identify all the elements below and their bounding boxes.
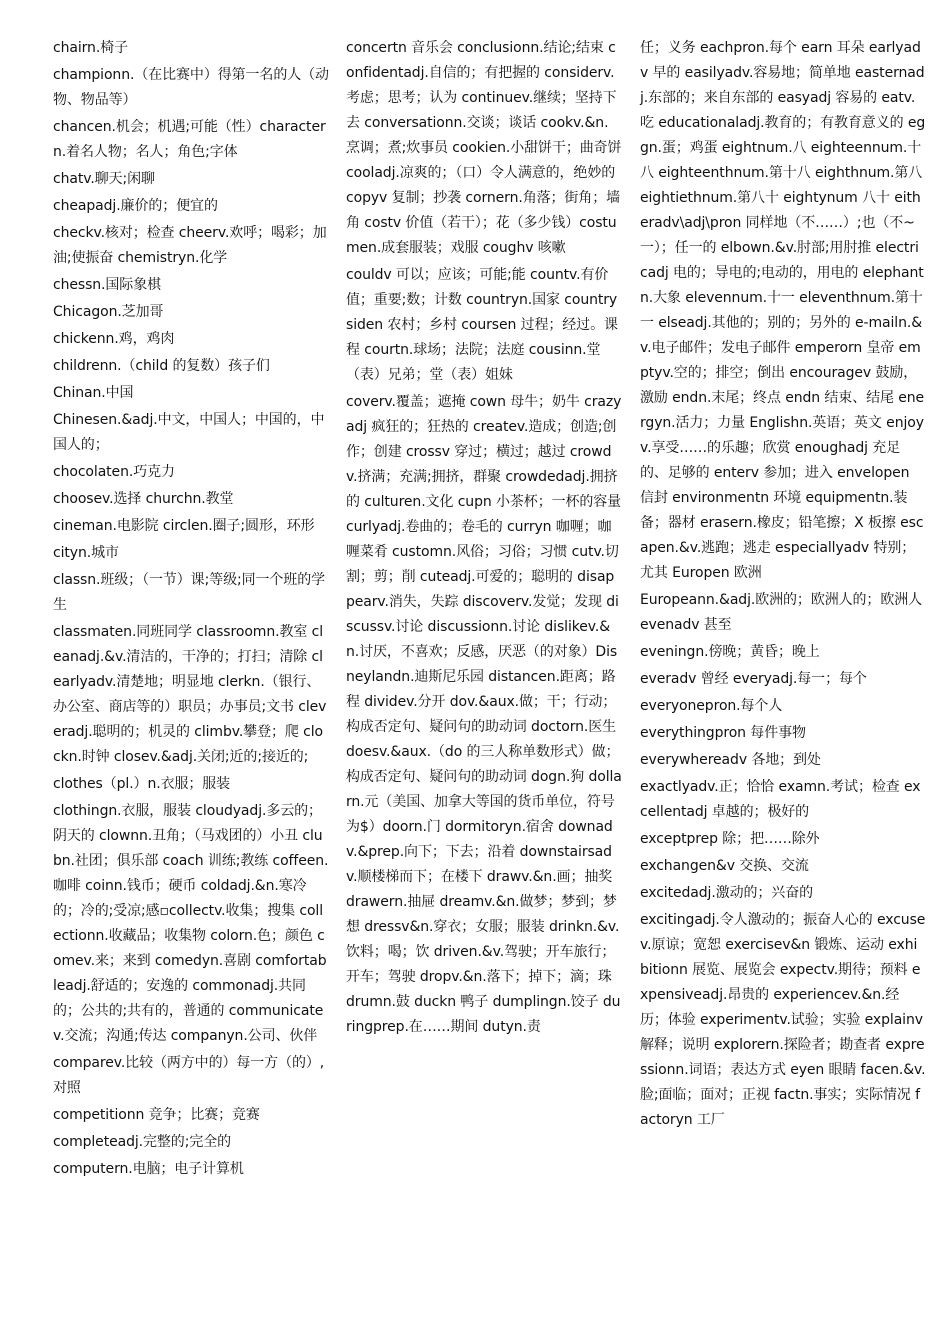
vocab-paragraph: 任；义务 eachpron.每个 earn 耳朵 earlyadv 早的 easilyadv.容易地；简单地 easternadj.东部的；来自东部的 easyadj 容易的 eatv.吃 educationaladj.教育的；有教育意义的 eggn.蛋；鸡蛋 eightnum.八 eighteennum.十八 eighteenthnum.第十八 eighthnum.第八 eightiethnum.第八十 eightynum 八十 eitheradv\adj\pron 同样地（不……）;也（不~一）；任一的 elbown.&v.肘部;用肘推 electricadj 电的；导电的;电动的，用电的 elephantn.大象 elevennum.十一 eleventhnum.第十一 elseadj.其他的；别的；另外的 e-mailn.&v.电子邮件；发电子邮件 emperorn 皇帝 emptyv.空的；排空；倒出 encouragev 鼓励，激励 endn.末尾；终点 endn 结束、结尾 energyn.活力；力量 Englishn.英语；英文 enjoyv.享受……的乐趣；欣赏 enoughadj 充足的、足够的 enterv 参加；进入 envelopen 信封 environmentn 环境 equipmentn.装备；器材 erasern.橡皮；铅笔擦；X 板擦 escapen.&v.逃跑；逃走 especiallyadv 特别；尤其 Europen 欧洲 <box>640 40 926 581</box>
vocab-paragraph: classmaten.同班同学 classroomn.教室 cleanadj.&v.清洁的，干净的；打扫；清除 clearlyadv.清楚地；明显地 clerkn.（银行、办公室、商店等的）职员；办事员;文书 cleveradj.聪明的；机灵的 climbv.攀登；爬 clockn.时钟 closev.&adj.关闭;近的;接近的; <box>53 624 327 765</box>
column-3 <box>640 36 926 1133</box>
vocab-paragraph: couldv 可以；应该；可能;能 countv.有价值；重要;数；计数 countryn.国家 countrysiden 农村；乡村 coursen 过程；经过。课程 courtn.球场；法院；法庭 cousinn.堂（表）兄弟；堂（表）姐妹 <box>346 267 618 383</box>
vocab-paragraph: exactlyadv.正；恰恰 examn.考试；检查 excellentadj 卓越的；极好的 <box>640 779 921 820</box>
vocab-paragraph: championn.（在比赛中）得第一名的人（动物、物品等） <box>53 67 329 108</box>
vocab-paragraph: chancen.机会；机遇;可能（性）charactern.着名人物；名人；角色;字体 <box>53 119 326 160</box>
vocab-paragraph: chickenn.鸡，鸡肉 <box>53 331 175 347</box>
vocab-paragraph: excitingadj.令人激动的；振奋人心的 excusev.原谅；宽恕 exercisev&n 锻炼、运动 exhibitionn 展览、展览会 expectv.期待；预料 expensiveadj.昂贵的 experiencev.&n.经历；体验 experimentv.试验；实验 explainv 解释；说明 explorern.探险者；勘查者 expressionn.词语；表达方式 eyen 眼睛 facen.&v.脸;面临；面对；正视 factn.事实；实际情况 factoryn 工厂 <box>640 912 926 1128</box>
vocab-paragraph: competitionn 竞争；比赛；竞赛 <box>53 1107 260 1123</box>
vocab-paragraph: cineman.电影院 circlen.圈子;圆形，环形 <box>53 518 315 534</box>
vocab-paragraph: everyonepron.每个人 <box>640 698 783 714</box>
vocab-paragraph: childrenn.（child 的复数）孩子们 <box>53 358 270 374</box>
vocab-paragraph: excitedadj.激动的；兴奋的 <box>640 885 813 901</box>
vocab-paragraph: Chinesen.&adj.中文，中国人；中国的，中国人的； <box>53 412 325 453</box>
vocab-paragraph: completeadj.完整的;完全的 <box>53 1134 232 1150</box>
column-1 <box>53 36 329 1182</box>
vocab-paragraph: Chicagon.芝加哥 <box>53 304 164 320</box>
vocab-paragraph: eveningn.傍晚；黄昏；晚上 <box>640 644 820 660</box>
vocab-paragraph: chessn.国际象棋 <box>53 277 161 293</box>
column-2 <box>346 36 622 1040</box>
vocab-paragraph: choosev.选择 churchn.教堂 <box>53 491 234 507</box>
vocab-paragraph: chatv.聊天;闲聊 <box>53 171 155 187</box>
vocab-paragraph: checkv.核对；检查 cheerv.欢呼；喝彩；加油;使振奋 chemistryn.化学 <box>53 225 327 266</box>
vocab-paragraph: concertn 音乐会 conclusionn.结论;结束 confidentadj.自信的；有把握的 considerv.考虑；思考；认为 continuev.继续；坚持下去 conversationn.交谈；谈话 cookv.&n.烹调；煮;炊事员 cookien.小甜饼干；曲奇饼 cooladj.凉爽的；（口）令人满意的，绝妙的 copyv 复制；抄袭 cornern.角落；街角；墙角 costv 价值（若干）；花（多少钱）costumen.成套服装；戏服 coughv 咳嗽 <box>346 40 622 256</box>
vocab-paragraph: clothingn.衣服，服装 cloudyadj.多云的；阴天的 clownn.丑角；（马戏团的）小丑 clubn.社团；俱乐部 coach 训练;教练 coffeen.咖啡 coinn.钱币；硬币 coldadj.&n.寒冷的；冷的;受凉;感▫collectv.收集；搜集 collectionn.收藏品；收集物 colorn.色；颜色 comev.来；来到 comedyn.喜剧 comfortableadj.舒适的；安逸的 commonadj.共同的；公共的;共有的，普通的 communicatev.交流；沟通;传达 companyn.公司、伙伴 <box>53 803 329 1044</box>
vocab-paragraph: computern.电脑；电子计算机 <box>53 1161 244 1177</box>
vocab-paragraph: Europeann.&adj.欧洲的；欧洲人的；欧洲人 evenadv 甚至 <box>640 592 923 633</box>
vocab-paragraph: coverv.覆盖；遮掩 cown 母牛；奶牛 crazyadj 疯狂的；狂热的 createv.造成；创造;创作；创建 crossv 穿过；横过；越过 crowdv.挤满；充满;拥挤，群聚 crowdedadj.拥挤的 culturen.文化 cupn 小茶杯；一杯的容量 curlyadj.卷曲的；卷毛的 curryn 咖喱；咖喱菜肴 customn.风俗；习俗；习惯 cutv.切割；剪；削 cuteadj.可爱的；聪明的 disappearv.消失，失踪 discoverv.发觉；发现 discussv.讨论 discussionn.讨论 dislikev.&n.讨厌，不喜欢；反感，厌恶（的对象）Disneylandn.迪斯尼乐园 distancen.距离；路程 dividev.分开 dov.&aux.做；干；行动；构成否定句、疑问句的助动词 doctorn.医生 doesv.&aux.（do 的三人称单数形式）做；构成否定句、疑问句的助动词 dogn.狗 dollarn.元（美国、加拿大等国的货币单位，符号为$）doorn.门 dormitoryn.宿舍 downadv.&prep.向下；下去；沿着 downstairsadv.顺楼梯而下；在楼下 drawv.&n.画；抽奖 drawern.抽屉 dreamv.&n.做梦；梦到；梦想 dressv&n.穿衣；女服；服装 drinkn.&v.饮料；喝；饮 driven.&v.驾驶；开车旅行；开车；驾驶 dropv.&n.落下；掉下；滴；珠 drumn.鼓 duckn 鸭子 dumplingn.饺子 duringprep.在……期间 dutyn.责 <box>346 394 622 1035</box>
vocab-paragraph: cheapadj.廉价的；便宜的 <box>53 198 218 214</box>
vocab-paragraph: chocolaten.巧克力 <box>53 464 175 480</box>
vocab-paragraph: exchangen&v 交换、交流 <box>640 858 809 874</box>
vocab-paragraph: everadv 曾经 everyadj.每一；每个 <box>640 671 867 687</box>
vocab-paragraph: everythingpron 每件事物 <box>640 725 806 741</box>
vocab-paragraph: Chinan.中国 <box>53 385 134 401</box>
vocab-paragraph: clothes（pl.）n.衣服；服装 <box>53 776 231 792</box>
vocab-paragraph: cityn.城市 <box>53 545 119 561</box>
vocab-paragraph: chairn.椅子 <box>53 40 128 56</box>
vocab-paragraph: comparev.比较（两方中的）每一方（的）,对照 <box>53 1055 325 1096</box>
vocab-paragraph: classn.班级；（一节）课;等级;同一个班的学生 <box>53 572 326 613</box>
vocab-paragraph: exceptprep 除；把……除外 <box>640 831 820 847</box>
vocab-paragraph: everywhereadv 各地；到处 <box>640 752 821 768</box>
